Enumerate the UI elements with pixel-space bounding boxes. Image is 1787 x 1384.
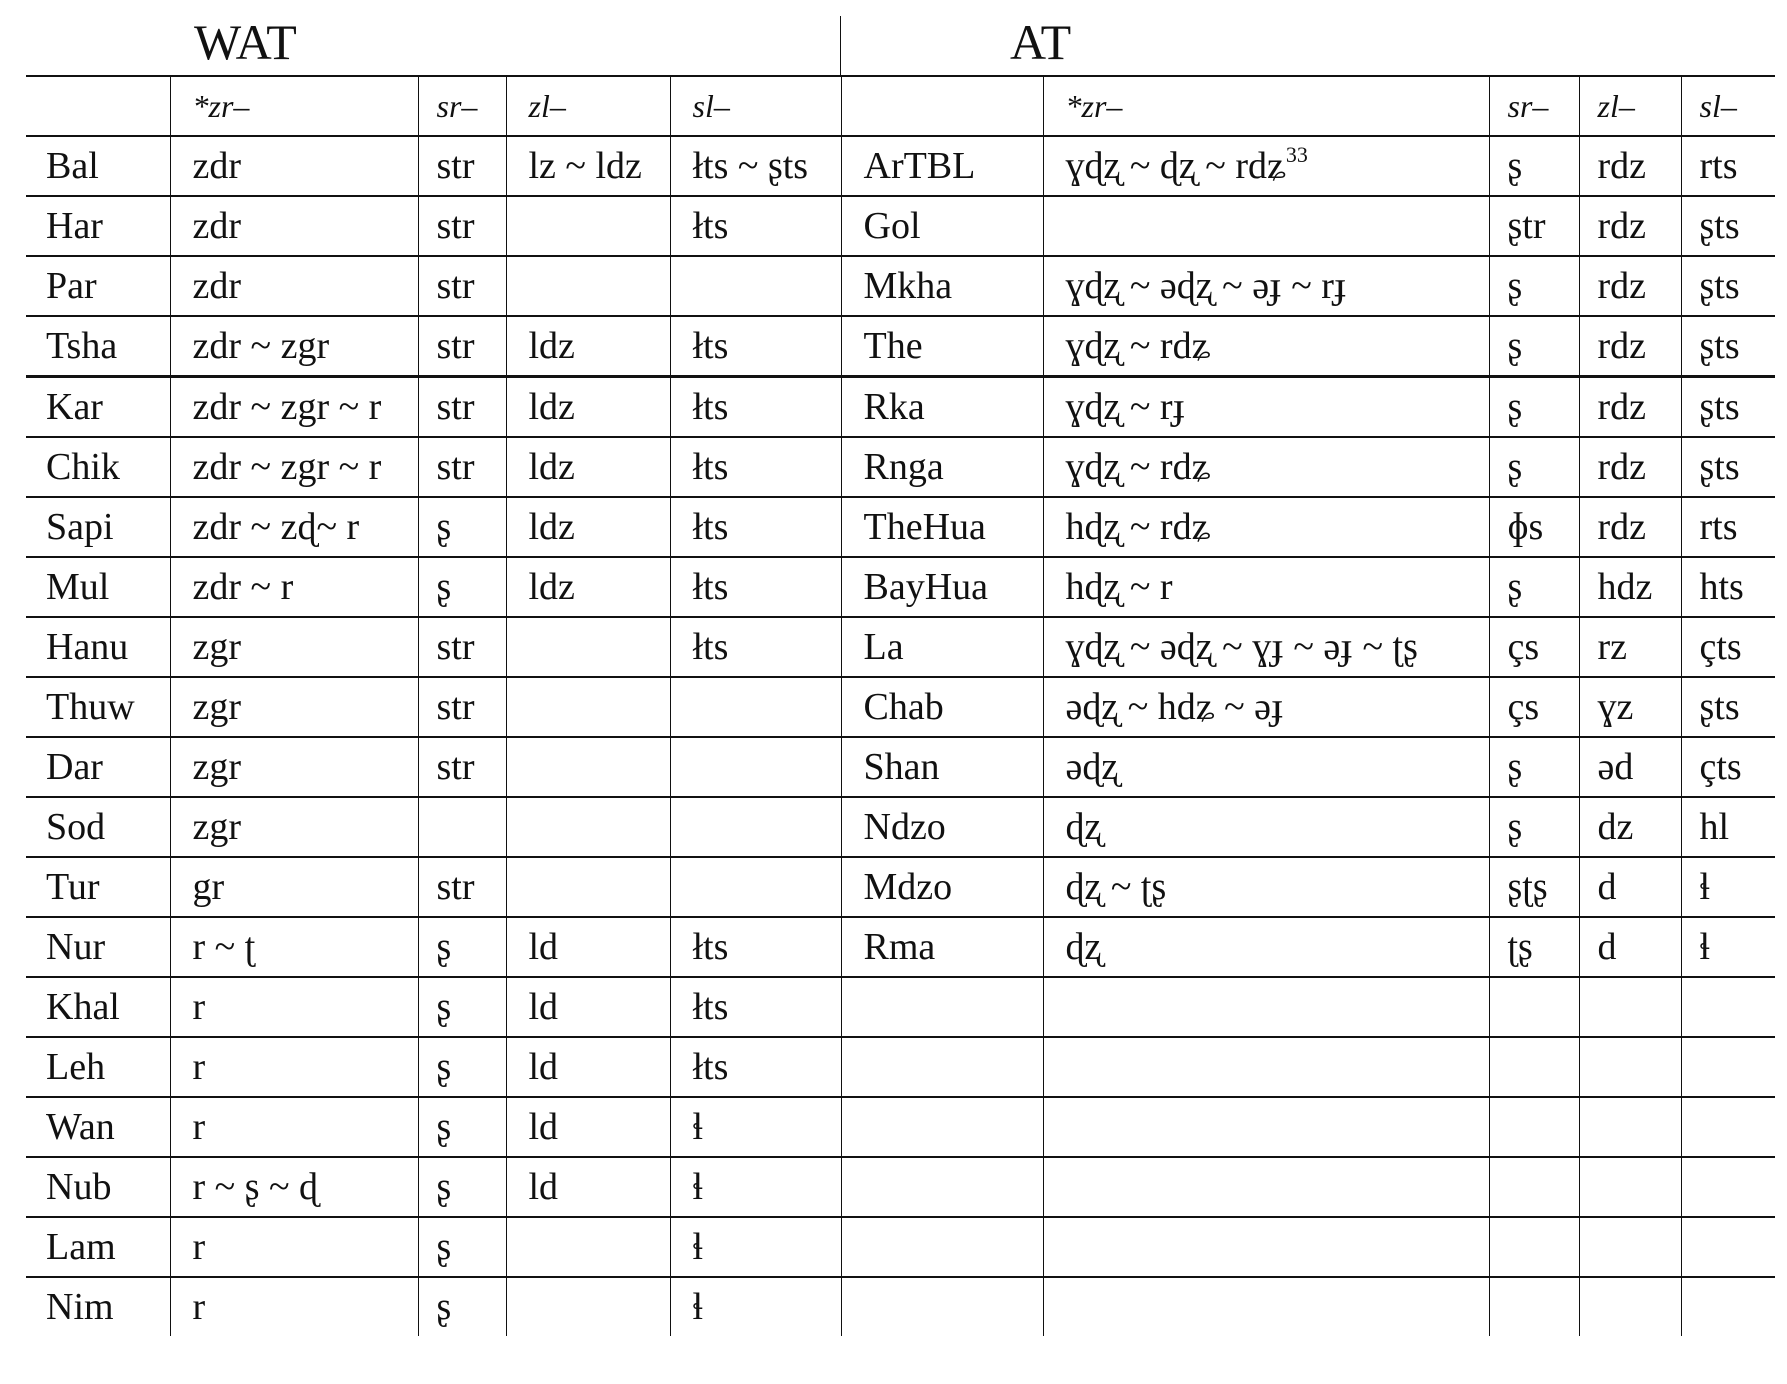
wat-zl-cell: ld xyxy=(506,1037,670,1097)
wat-header-zl: zl– xyxy=(506,76,670,136)
wat-sl-cell xyxy=(670,737,841,797)
wat-zr-cell: zdr ~ r xyxy=(170,557,418,617)
wat-zl-cell: ldz xyxy=(506,437,670,497)
at-zr-cell: əɖʐ ~ hdʑ ~ əɟ xyxy=(1043,677,1489,737)
wat-zr-cell: zgr xyxy=(170,617,418,677)
wat-header-dialect xyxy=(26,76,170,136)
wat-sr-cell: str xyxy=(418,136,506,196)
wat-dialect-cell: Nub xyxy=(26,1157,170,1217)
at-zr-cell: ɣɖʐ ~ əɖʐ ~ əɟ ~ rɟ xyxy=(1043,256,1489,316)
wat-dialect-cell: Bal xyxy=(26,136,170,196)
at-sl-cell: ʂts xyxy=(1681,437,1775,497)
wat-sl-cell xyxy=(670,797,841,857)
wat-zr-cell: zdr ~ zgr xyxy=(170,316,418,377)
at-dialect-cell xyxy=(841,1157,1043,1217)
at-sr-cell: ʂ xyxy=(1489,377,1579,438)
table-row xyxy=(26,977,1775,1037)
table-row xyxy=(26,497,1775,557)
at-sr-cell xyxy=(1489,1277,1579,1336)
at-dialect-cell: TheHua xyxy=(841,497,1043,557)
wat-sr-cell: str xyxy=(418,437,506,497)
at-zr-value: ɣɖʐ ~ ɖʐ ~ rdʑ xyxy=(1065,145,1286,187)
at-dialect-cell: Chab xyxy=(841,677,1043,737)
table-row xyxy=(26,316,1775,377)
wat-zr-cell: r xyxy=(170,1097,418,1157)
wat-dialect-cell: Mul xyxy=(26,557,170,617)
table-row xyxy=(26,1157,1775,1217)
wat-sl-cell: ɬ xyxy=(670,1157,841,1217)
wat-zr-cell: r ~ ʂ ~ ɖ xyxy=(170,1157,418,1217)
wat-zr-cell: zgr xyxy=(170,677,418,737)
table-row xyxy=(26,677,1775,737)
at-sl-cell: ɬ xyxy=(1681,857,1775,917)
at-zr-cell: hɖʐ ~ r xyxy=(1043,557,1489,617)
wat-sr-cell: str xyxy=(418,737,506,797)
wat-zr-cell: r xyxy=(170,1037,418,1097)
wat-sl-cell xyxy=(670,857,841,917)
at-sr-cell: ʂtr xyxy=(1489,196,1579,256)
at-zr-cell: ɣɖʐ ~ əɖʐ ~ ɣɟ ~ əɟ ~ ʈʂ xyxy=(1043,617,1489,677)
at-sr-cell: ʂ xyxy=(1489,437,1579,497)
at-zl-cell: rdz xyxy=(1579,437,1681,497)
at-zl-cell xyxy=(1579,1157,1681,1217)
at-sl-cell: çts xyxy=(1681,617,1775,677)
at-zl-cell: dz xyxy=(1579,797,1681,857)
table-row xyxy=(26,557,1775,617)
at-dialect-cell xyxy=(841,977,1043,1037)
table-row xyxy=(26,437,1775,497)
at-zl-cell: rdz xyxy=(1579,196,1681,256)
at-zr-cell: hɖʐ ~ rdʑ xyxy=(1043,497,1489,557)
wat-sr-cell: str xyxy=(418,857,506,917)
at-sr-cell xyxy=(1489,1097,1579,1157)
at-zl-cell: hdz xyxy=(1579,557,1681,617)
wat-sl-cell: łts ~ ʂts xyxy=(670,136,841,196)
wat-zl-cell xyxy=(506,1277,670,1336)
wat-sl-cell: łts xyxy=(670,497,841,557)
at-zr-cell: əɖʐ xyxy=(1043,737,1489,797)
at-zl-cell xyxy=(1579,1277,1681,1336)
at-zl-cell xyxy=(1579,1037,1681,1097)
at-sr-cell: ʂʈʂ xyxy=(1489,857,1579,917)
at-sl-cell: ʂts xyxy=(1681,256,1775,316)
table-row xyxy=(26,256,1775,316)
group-divider xyxy=(840,16,841,76)
wat-sr-cell: ʂ xyxy=(418,1277,506,1336)
wat-zr-cell: zdr xyxy=(170,196,418,256)
at-group-title: AT xyxy=(1010,14,1072,70)
wat-zr-cell: zgr xyxy=(170,737,418,797)
wat-zr-cell: zdr ~ zɖ~ r xyxy=(170,497,418,557)
at-sr-cell xyxy=(1489,1037,1579,1097)
wat-dialect-cell: Lam xyxy=(26,1217,170,1277)
at-dialect-cell xyxy=(841,1277,1043,1336)
at-dialect-cell: Ndzo xyxy=(841,797,1043,857)
at-sl-cell xyxy=(1681,977,1775,1037)
at-zr-cell xyxy=(1043,136,1489,196)
at-zl-cell: d xyxy=(1579,857,1681,917)
wat-dialect-cell: Tur xyxy=(26,857,170,917)
at-zl-cell: rdz xyxy=(1579,316,1681,377)
at-zl-cell xyxy=(1579,1217,1681,1277)
wat-header-zr: *zr– xyxy=(170,76,418,136)
wat-sl-cell: ɬ xyxy=(670,1217,841,1277)
wat-sr-cell: ʂ xyxy=(418,1037,506,1097)
table-row xyxy=(26,617,1775,677)
at-zr-cell: ɖʐ xyxy=(1043,917,1489,977)
at-header-sr: sr– xyxy=(1489,76,1579,136)
table-row xyxy=(26,1277,1775,1336)
at-sl-cell xyxy=(1681,1037,1775,1097)
wat-dialect-cell: Thuw xyxy=(26,677,170,737)
at-dialect-cell xyxy=(841,1037,1043,1097)
at-sr-cell xyxy=(1489,977,1579,1037)
header-row xyxy=(26,76,1775,136)
wat-dialect-cell: Par xyxy=(26,256,170,316)
at-sr-cell: ʈʂ xyxy=(1489,917,1579,977)
wat-zr-cell: zdr ~ zgr ~ r xyxy=(170,437,418,497)
at-sl-cell: hl xyxy=(1681,797,1775,857)
at-sr-cell: ʂ xyxy=(1489,316,1579,377)
at-zr-cell xyxy=(1043,1277,1489,1336)
wat-sl-cell: łts xyxy=(670,316,841,377)
at-sl-cell: ʂts xyxy=(1681,316,1775,377)
wat-header-sl: sl– xyxy=(670,76,841,136)
table-row xyxy=(26,196,1775,256)
at-dialect-cell: Shan xyxy=(841,737,1043,797)
at-zr-cell: ɖʐ xyxy=(1043,797,1489,857)
at-zl-cell xyxy=(1579,1097,1681,1157)
wat-group-title: WAT xyxy=(194,14,297,70)
footnote-marker: 33 xyxy=(1285,142,1308,167)
wat-zr-cell: r xyxy=(170,1217,418,1277)
wat-dialect-cell: Kar xyxy=(26,377,170,438)
at-sr-cell: ʂ xyxy=(1489,797,1579,857)
at-sl-cell: rts xyxy=(1681,497,1775,557)
at-dialect-cell: Mdzo xyxy=(841,857,1043,917)
wat-zl-cell: ld xyxy=(506,917,670,977)
wat-sr-cell: str xyxy=(418,196,506,256)
wat-sl-cell: łts xyxy=(670,977,841,1037)
at-sr-cell: ʂ xyxy=(1489,737,1579,797)
table-row xyxy=(26,1037,1775,1097)
at-sl-cell xyxy=(1681,1277,1775,1336)
wat-zl-cell xyxy=(506,737,670,797)
at-sl-cell: ɬ xyxy=(1681,917,1775,977)
at-sr-cell: ɸs xyxy=(1489,497,1579,557)
wat-sl-cell: łts xyxy=(670,196,841,256)
wat-dialect-cell: Har xyxy=(26,196,170,256)
at-zl-cell: rdz xyxy=(1579,136,1681,196)
wat-zr-cell: r xyxy=(170,977,418,1037)
wat-sr-cell: ʂ xyxy=(418,497,506,557)
wat-sl-cell: łts xyxy=(670,1037,841,1097)
wat-sr-cell: ʂ xyxy=(418,1097,506,1157)
table-row xyxy=(26,857,1775,917)
at-zl-cell: ɣz xyxy=(1579,677,1681,737)
wat-sr-cell: ʂ xyxy=(418,557,506,617)
at-dialect-cell: La xyxy=(841,617,1043,677)
wat-zl-cell: ld xyxy=(506,977,670,1037)
wat-zl-cell xyxy=(506,677,670,737)
wat-dialect-cell: Nim xyxy=(46,1286,114,1328)
wat-sl-cell xyxy=(670,677,841,737)
at-header-sl: sl– xyxy=(1681,76,1775,136)
at-sl-cell: çts xyxy=(1681,737,1775,797)
at-zl-cell: rdz xyxy=(1579,377,1681,438)
at-zr-cell xyxy=(1043,1157,1489,1217)
at-zr-cell xyxy=(1043,1037,1489,1097)
at-sl-cell xyxy=(1681,1097,1775,1157)
at-dialect-cell: Rnga xyxy=(841,437,1043,497)
at-sr-cell xyxy=(1489,1157,1579,1217)
wat-sl-cell: łts xyxy=(670,437,841,497)
wat-sl-cell: ɬ xyxy=(670,1277,841,1336)
wat-sr-cell: str xyxy=(418,377,506,438)
wat-dialect-cell: Tsha xyxy=(26,316,170,377)
wat-sr-cell: ʂ xyxy=(418,917,506,977)
at-sl-cell: ʂts xyxy=(1681,677,1775,737)
at-sr-cell xyxy=(1489,1217,1579,1277)
correspondence-table xyxy=(26,75,1775,1336)
wat-sl-cell: łts xyxy=(670,377,841,438)
at-sr-cell: ʂ xyxy=(1489,136,1579,196)
wat-header-sr: sr– xyxy=(418,76,506,136)
wat-zr-cell: zdr xyxy=(170,136,418,196)
at-dialect-cell: BayHua xyxy=(841,557,1043,617)
at-sl-cell xyxy=(1681,1217,1775,1277)
at-sl-cell: hts xyxy=(1681,557,1775,617)
at-sl-cell: ʂts xyxy=(1681,377,1775,438)
at-zr-cell: ɖʐ ~ ʈʂ xyxy=(1043,857,1489,917)
wat-zr-cell: zdr xyxy=(170,256,418,316)
wat-zl-cell xyxy=(506,1217,670,1277)
at-zr-cell: ɣɖʐ ~ rdʑ xyxy=(1043,437,1489,497)
wat-zr-cell: r ~ ʈ xyxy=(170,917,418,977)
wat-sr-cell: str xyxy=(418,677,506,737)
at-sr-cell: çs xyxy=(1489,617,1579,677)
wat-zr-cell: gr xyxy=(170,857,418,917)
at-zr-cell: ɣɖʐ ~ rdʑ xyxy=(1043,316,1489,377)
table-row xyxy=(26,136,1775,196)
at-zl-cell xyxy=(1579,977,1681,1037)
table-row xyxy=(26,797,1775,857)
wat-sr-cell: str xyxy=(418,316,506,377)
wat-zl-cell: ld xyxy=(506,1097,670,1157)
at-zr-cell xyxy=(1043,1217,1489,1277)
wat-sr-cell: ʂ xyxy=(418,977,506,1037)
at-dialect-cell: Rka xyxy=(841,377,1043,438)
wat-sl-cell: łts xyxy=(670,917,841,977)
wat-dialect-cell: Khal xyxy=(26,977,170,1037)
at-header-zr: *zr– xyxy=(1043,76,1489,136)
at-dialect-cell xyxy=(841,1217,1043,1277)
wat-sr-cell: str xyxy=(418,256,506,316)
wat-sr-cell: ʂ xyxy=(418,1217,506,1277)
at-header-dialect xyxy=(841,76,1043,136)
wat-dialect-cell: Dar xyxy=(26,737,170,797)
wat-zl-cell xyxy=(506,857,670,917)
at-zl-cell: rz xyxy=(1579,617,1681,677)
table-row xyxy=(26,1217,1775,1277)
wat-sl-cell: łts xyxy=(670,617,841,677)
wat-sl-cell: ɬ xyxy=(670,1097,841,1157)
table-row xyxy=(26,917,1775,977)
wat-zl-cell: ld xyxy=(506,1157,670,1217)
table-body xyxy=(26,76,1775,1336)
at-zr-cell xyxy=(1043,977,1489,1037)
wat-zl-cell: ldz xyxy=(506,557,670,617)
wat-zr-cell: zdr ~ zgr ~ r xyxy=(170,377,418,438)
at-zr-cell: ɣɖʐ ~ rɟ xyxy=(1043,377,1489,438)
wat-sl-cell xyxy=(670,256,841,316)
at-zl-cell: əd xyxy=(1579,737,1681,797)
at-sr-cell: ʂ xyxy=(1489,557,1579,617)
at-zl-cell: rdz xyxy=(1579,497,1681,557)
wat-zl-cell xyxy=(506,196,670,256)
wat-zl-cell: ldz xyxy=(506,377,670,438)
wat-dialect-cell: Chik xyxy=(26,437,170,497)
wat-zl-cell xyxy=(506,617,670,677)
wat-zr-cell: r xyxy=(170,1277,418,1336)
at-dialect-cell: Mkha xyxy=(841,256,1043,316)
at-dialect-cell xyxy=(841,1097,1043,1157)
at-zr-cell xyxy=(1043,1097,1489,1157)
at-dialect-cell: ArTBL xyxy=(841,136,1043,196)
at-zl-cell: d xyxy=(1579,917,1681,977)
at-sr-cell: ʂ xyxy=(1489,256,1579,316)
wat-zl-cell: ldz xyxy=(506,316,670,377)
at-sl-cell: rts xyxy=(1681,136,1775,196)
wat-sr-cell xyxy=(418,797,506,857)
wat-sr-cell: ʂ xyxy=(418,1157,506,1217)
wat-zr-cell: zgr xyxy=(170,797,418,857)
at-sl-cell xyxy=(1681,1157,1775,1217)
at-sr-cell: çs xyxy=(1489,677,1579,737)
wat-zl-cell xyxy=(506,256,670,316)
wat-dialect-cell: Leh xyxy=(26,1037,170,1097)
at-zl-cell: rdz xyxy=(1579,256,1681,316)
at-sl-cell: ʂts xyxy=(1681,196,1775,256)
table-row xyxy=(26,377,1775,438)
wat-dialect-cell: Sapi xyxy=(26,497,170,557)
wat-dialect-cell: Nur xyxy=(26,917,170,977)
wat-dialect-cell: Wan xyxy=(26,1097,170,1157)
wat-dialect-cell: Sod xyxy=(26,797,170,857)
table-row xyxy=(26,737,1775,797)
wat-zl-cell: ldz xyxy=(506,497,670,557)
wat-zl-cell xyxy=(506,797,670,857)
wat-sr-cell: str xyxy=(418,617,506,677)
table-row xyxy=(26,1097,1775,1157)
at-zr-cell xyxy=(1043,196,1489,256)
wat-sl-cell: łts xyxy=(670,557,841,617)
at-dialect-cell: Rma xyxy=(841,917,1043,977)
at-dialect-cell: Gol xyxy=(841,196,1043,256)
at-header-zl: zl– xyxy=(1579,76,1681,136)
at-dialect-cell: The xyxy=(841,316,1043,377)
wat-zl-cell: lz ~ ldz xyxy=(506,136,670,196)
wat-dialect-cell: Hanu xyxy=(26,617,170,677)
